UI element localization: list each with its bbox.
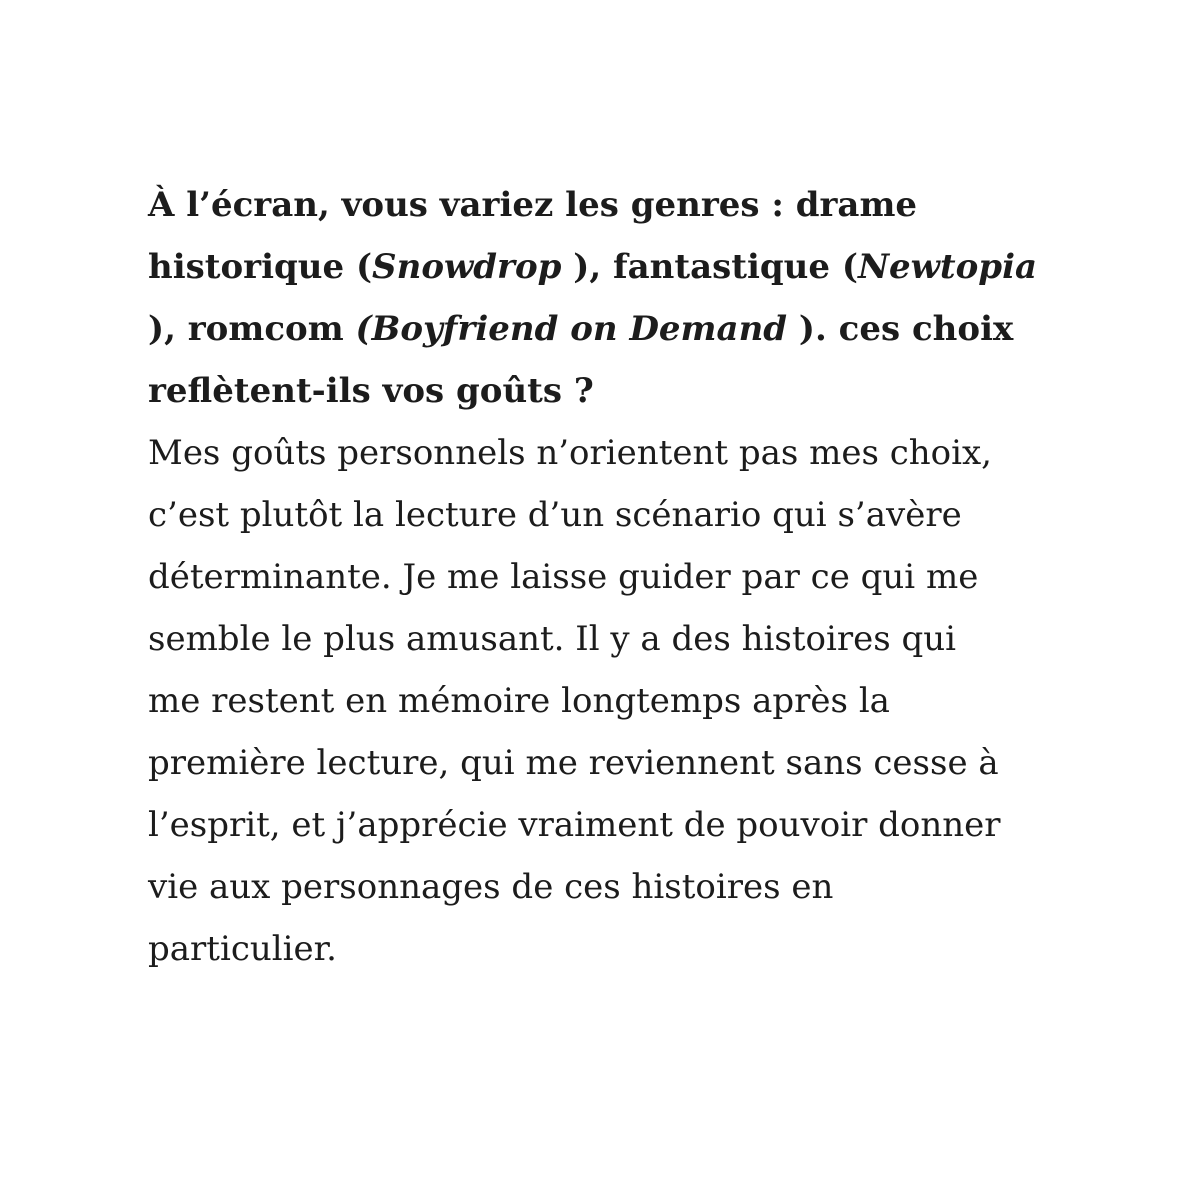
- article-text: [148, 174, 1068, 980]
- interview-question: [148, 174, 1068, 422]
- answer-line: semble le plus amusant. Il y a des histoires qui: [148, 619, 957, 659]
- title-snowdrop: Snowdrop: [372, 247, 562, 287]
- question-line: [148, 236, 1068, 298]
- title-newtopia: Newtopia: [857, 247, 1038, 287]
- interview-answer: [148, 422, 1068, 980]
- answer-line: vie aux personnages de ces histoires en: [148, 867, 834, 907]
- question-text: ). ces choix: [787, 309, 1014, 349]
- answer-line: particulier.: [148, 929, 337, 969]
- question-text: historique (: [148, 247, 373, 287]
- title-boyfriend-on-demand: (Boyfriend on Demand: [355, 309, 788, 349]
- answer-line: déterminante. Je me laisse guider par ce qui me: [148, 557, 979, 597]
- answer-line: première lecture, qui me reviennent sans cesse à: [148, 743, 999, 783]
- answer-line: c’est plutôt la lecture d’un scénario qui s’avère: [148, 495, 962, 535]
- question-line: reflètent-ils vos goûts ?: [148, 371, 594, 411]
- answer-line: Mes goûts personnels n’orientent pas mes choix,: [148, 433, 992, 473]
- question-line: À l’écran, vous variez les genres : drame: [148, 185, 918, 225]
- question-text: ), romcom: [148, 309, 356, 349]
- answer-line: l’esprit, et j’apprécie vraiment de pouvoir donner: [148, 805, 1001, 845]
- answer-line: me restent en mémoire longtemps après la: [148, 681, 890, 721]
- question-line: [148, 298, 1068, 360]
- question-text: ), fantastique (: [561, 247, 858, 287]
